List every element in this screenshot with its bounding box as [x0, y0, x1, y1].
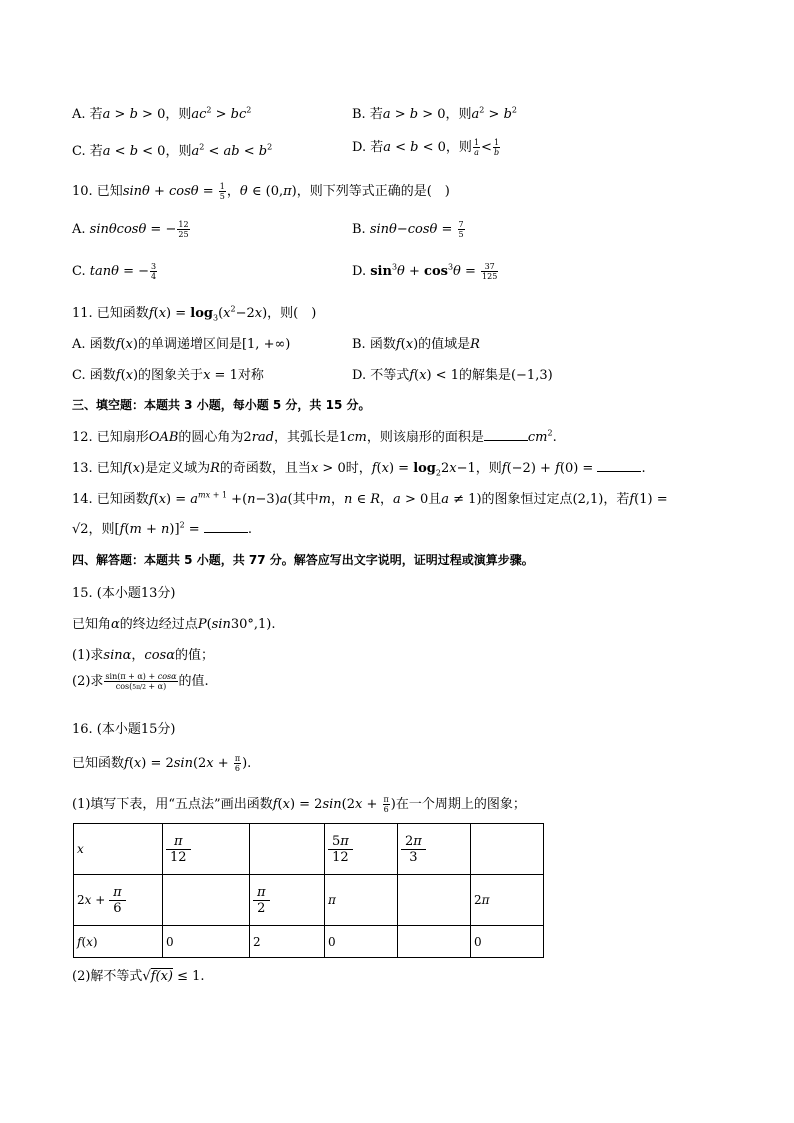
q11-option-a: A. 函数f(x)的单调递增区间是[1, +∞): [72, 337, 291, 352]
q10-option-c: C. tanθ = − $\frac{3}{4}$: [72, 262, 157, 281]
cell-angle-3: π: [325, 875, 398, 926]
cell-f-5: 0: [471, 926, 544, 958]
cell-angle-2: $\frac{\pi}{2}$: [250, 875, 325, 926]
cell-f-4: [398, 926, 471, 958]
q16-header: 16. (本小题15分): [72, 722, 176, 737]
row-label-x: x: [74, 824, 163, 875]
q13: 13. 已知f(x)是定义域为R的奇函数，且当x > 0时，$f(x) = \log_22x-1$，则f(−2) + f(0) = .: [72, 461, 646, 478]
q10-option-b: B. sinθ−cosθ = $\frac{7}{5}$: [352, 220, 464, 239]
cell-x-3: $\frac{5\pi}{12}$: [325, 824, 398, 875]
cell-x-2: [250, 824, 325, 875]
cell-angle-4: [398, 875, 471, 926]
q10-option-a: A. sinθcosθ = − $\frac{12}{25}$: [72, 220, 189, 239]
q11-option-b: B. 函数f(x)的值域是R: [352, 337, 480, 352]
q16-part2: (2)解不等式√f(x) ≤ 1.: [72, 969, 205, 984]
five-point-table: [73, 823, 544, 958]
cell-f-2: 2: [250, 926, 325, 958]
q10-option-d: D. $\sin^3\theta + \cos^3\theta$ = $\frac{37}{125}$: [352, 262, 498, 281]
row-label-angle: 2x + $\frac{\pi}{6}$: [74, 875, 163, 926]
q9-option-a: A. 若a > b > 0，则$ac^2 > bc^2$: [72, 105, 252, 122]
q16-stem: 已知函数f(x) = 2sin(2x + $\frac{\pi}{6}$ ).: [72, 754, 252, 773]
cell-angle-5: 2π: [471, 875, 544, 926]
q9-option-b: B. 若a > b > 0，则$a^2 > b^2$: [352, 105, 517, 122]
cell-x-1: $\frac{\pi}{12}$: [163, 824, 250, 875]
q16-part1: (1)填写下表，用“五点法”画出函数f(x) = 2sin(2x + $\frac{\pi}{6}$ )在一个周期上的图象；: [72, 795, 526, 814]
q12: 12. 已知扇形OAB的圆心角为2rad，其弧长是1cm，则该扇形的面积是 $cm^2$.: [72, 428, 557, 445]
q10-stem: 10. 已知sinθ + cosθ = $\frac{1}{5}$ ，θ ∈ (0,π)，则下列等式正确的是( ): [72, 182, 450, 201]
cell-angle-1: [163, 875, 250, 926]
q15-header: 15. (本小题13分): [72, 586, 176, 601]
cell-f-3: 0: [325, 926, 398, 958]
q11-option-d: D. 不等式f(x) < 1的解集是(−1,3): [352, 368, 553, 383]
q14-line1: 14. 已知函数$f(x) = a^{mx + 1} +(n-3)a$(其中m，n ∈ R，a > 0且a ≠ 1)的图象恒过定点(2,1)，若f(1) =: [72, 490, 668, 507]
q15-stem: 已知角α的终边经过点P(sin30°,1).: [72, 617, 276, 632]
q15-part2: (2)求 $\frac{\sin(\pi + \alpha) + \cos\alpha}{\cos(5\pi/2 + \alpha)}$ 的值.: [72, 671, 209, 691]
section-4-heading: 四、解答题：本题共 5 小题，共 77 分。解答应写出文字说明，证明过程或演算步骤。: [72, 553, 534, 567]
cell-x-5: [471, 824, 544, 875]
cell-x-4: $\frac{2\pi}{3}$: [398, 824, 471, 875]
section-3-heading: 三、填空题：本题共 3 小题，每小题 5 分，共 15 分。: [72, 398, 371, 412]
row-label-f: f(x): [74, 926, 163, 958]
q11-option-c: C. 函数f(x)的图象关于x = 1对称: [72, 368, 264, 383]
q15-part1: (1)求sinα，cosα的值；: [72, 648, 214, 663]
q14-line2: √2，则$[f(m + n)]^2$ = .: [72, 520, 252, 537]
q11-stem: 11. 已知函数$f(x) = \log_3(x^2-2x)$，则( ): [72, 304, 317, 323]
q9-option-c: C. 若a < b < 0，则$a^2$ < ab < $b^2$: [72, 142, 273, 159]
cell-f-1: 0: [163, 926, 250, 958]
q9-option-d: D. 若a < b < 0，则 $\frac{1}{a}$ < $\frac{1}{b}$: [352, 138, 500, 157]
